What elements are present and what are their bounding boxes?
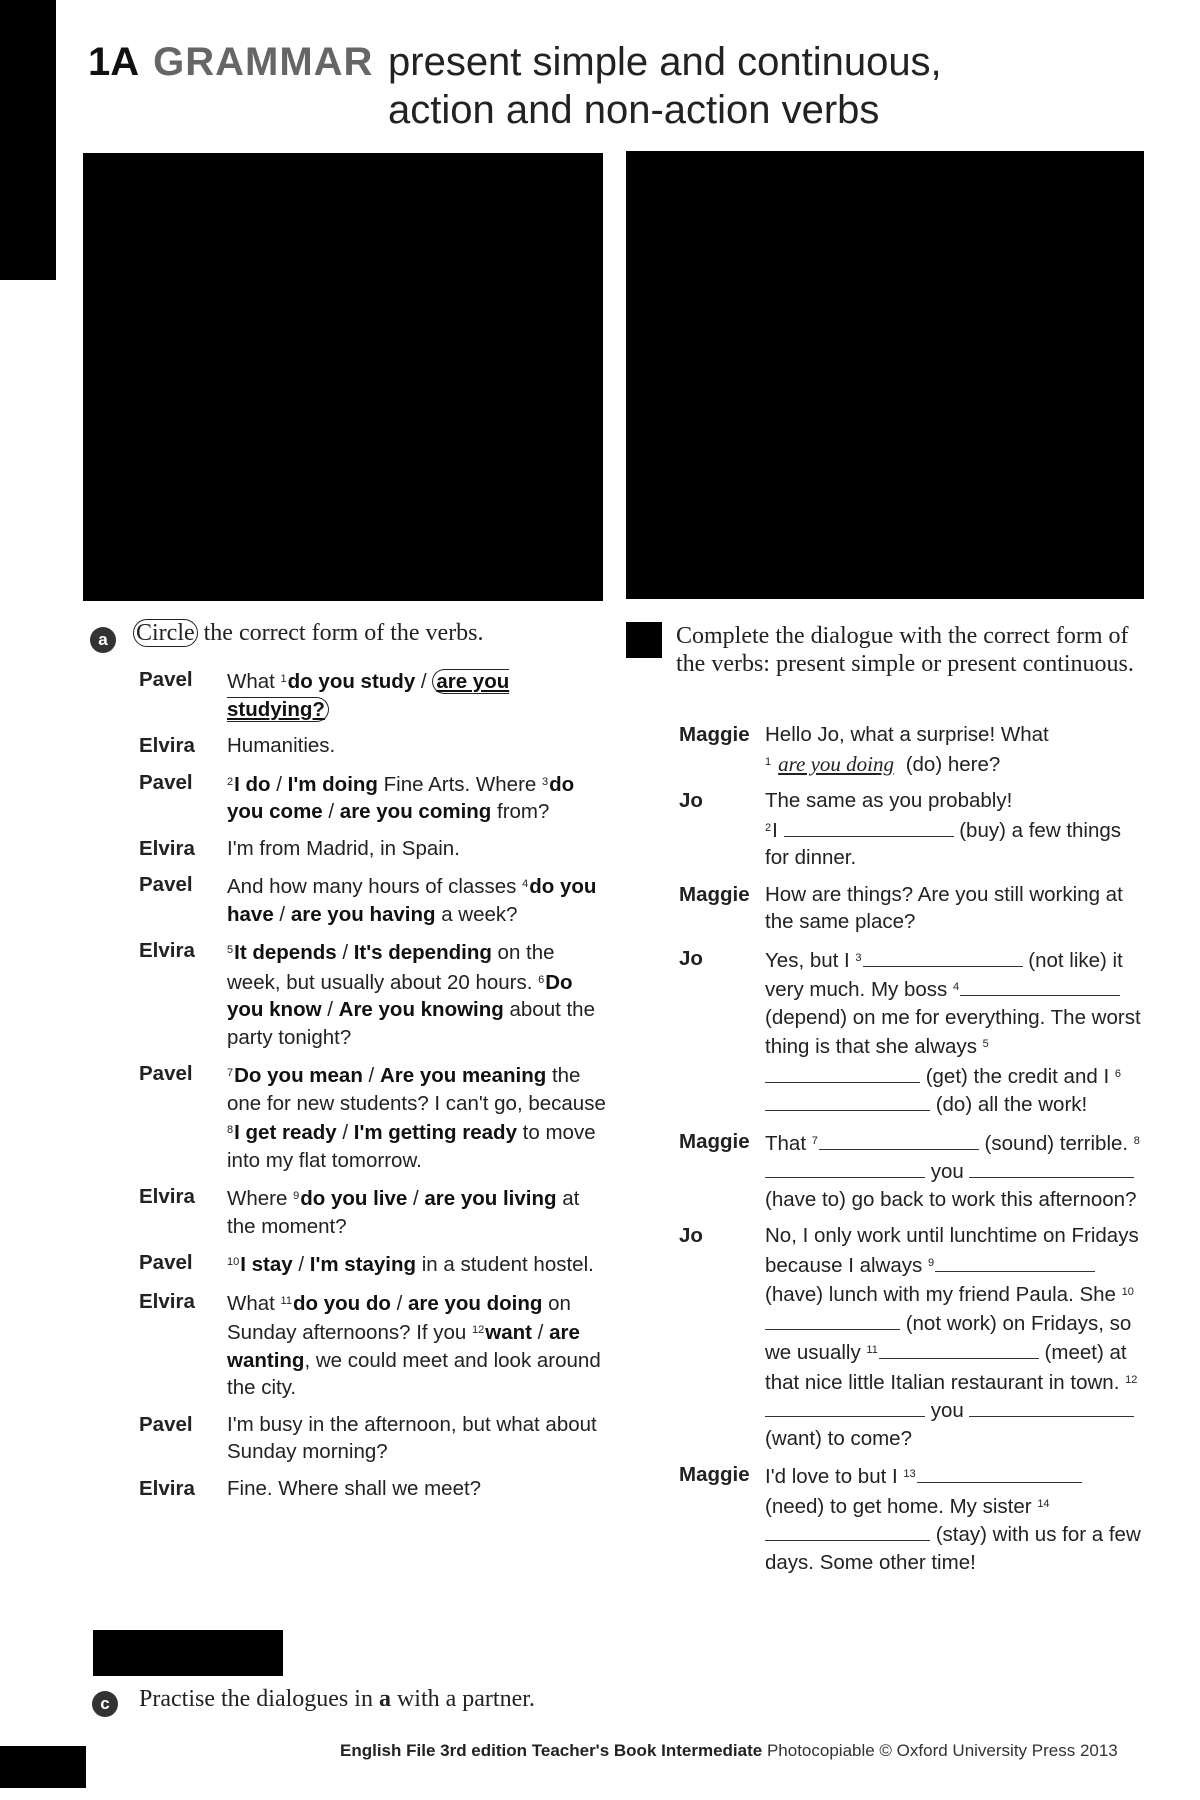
dialogue-text (765, 1128, 1141, 1214)
instruction-text: the correct form of the verbs. (203, 620, 484, 646)
instruction-text: with a partner. (390, 1686, 535, 1712)
text-segment: (not like) it very much. My boss (765, 948, 1123, 1001)
text-segment: you (925, 1160, 970, 1183)
text-segment: / (292, 1253, 310, 1276)
dialogue-text (227, 937, 609, 1051)
text-segment: (sound) terrible. (978, 1131, 1134, 1155)
verb-option: are you having (290, 902, 436, 926)
answer-blank (765, 1309, 900, 1330)
text-segment: the one for new students? I can't go, because (227, 1064, 606, 1115)
dialogue-line (139, 835, 609, 863)
speaker-name: Elvira (139, 1185, 195, 1208)
text-segment: (stay) with us for a few days. Some other time! (765, 1523, 1141, 1574)
item-number: 2 (227, 775, 234, 788)
dialogue-line (679, 881, 1141, 936)
text-segment: I (772, 818, 784, 842)
verb-option: are you coming (339, 800, 492, 823)
speaker-name: Jo (679, 946, 703, 970)
text-segment: I'm from Madrid, in Spain. (227, 836, 460, 860)
speaker-name: Elvira (139, 1289, 195, 1313)
verb-option: do you have (227, 875, 597, 926)
exercise-c-instruction (139, 1686, 535, 1713)
footer-copyright: Photocopiable © Oxford University Press 2013 (766, 1741, 1118, 1760)
answer-blank (765, 1396, 925, 1417)
speaker-name: Pavel (139, 873, 193, 896)
topic-line: present simple and continuous, (388, 40, 942, 84)
dialogue-text (765, 1461, 1141, 1576)
dialogue-text (765, 881, 1141, 936)
dialogue-text (227, 1475, 609, 1503)
dialogue-line (139, 871, 609, 928)
text-segment: How are things? Are you still working at the same place? (765, 882, 1123, 933)
dialogue-line (139, 1060, 609, 1174)
text-segment: Where (227, 1187, 294, 1210)
text-segment: , we could meet and look around the city. (227, 1348, 601, 1399)
dialogue-line (139, 937, 609, 1051)
text-segment: / (531, 1321, 550, 1344)
text-segment: / (415, 670, 433, 693)
topic-title (388, 38, 942, 134)
verb-option: do you do (292, 1291, 391, 1315)
dialogue-a (139, 666, 609, 1511)
item-number: 7 (227, 1067, 234, 1079)
dialogue-b (679, 721, 1141, 1585)
item-number: 4 (952, 981, 960, 993)
dialogue-text (765, 945, 1141, 1119)
instruction-text: Practise the dialogues in (139, 1686, 379, 1712)
redacted-edge-block (0, 1746, 86, 1788)
item-number: 3 (542, 775, 549, 788)
speaker-name: Jo (679, 1224, 703, 1247)
item-number: 11 (866, 1344, 878, 1356)
text-segment: from? (491, 800, 550, 823)
text-segment: (have to) go back to work this afternoon? (765, 1187, 1137, 1211)
text-segment: (want) to come? (765, 1426, 912, 1450)
exercise-a-instruction (133, 620, 484, 647)
item-number: 1 (280, 673, 287, 685)
item-number: 9 (293, 1190, 300, 1202)
text-segment: at the moment? (227, 1187, 580, 1238)
exercise-a-badge: a (90, 627, 116, 653)
text-segment: What (227, 1291, 281, 1315)
item-number: 9 (927, 1256, 935, 1269)
answer-blank (917, 1462, 1082, 1483)
answer-blank (765, 1520, 930, 1541)
item-number: 5 (227, 944, 234, 956)
speaker-name: Elvira (139, 734, 195, 757)
dialogue-line (679, 1461, 1141, 1576)
item-number: 10 (1121, 1286, 1134, 1298)
item-number: 10 (227, 1256, 240, 1268)
text-segment: The same as you probably! (765, 789, 1013, 812)
text-segment: I'm busy in the afternoon, but what about Sunday morning? (227, 1412, 597, 1463)
dialogue-text (227, 666, 609, 723)
text-segment: (do) here? (900, 752, 1001, 776)
verb-option: do you live (300, 1187, 408, 1210)
item-number: 6 (1114, 1067, 1121, 1080)
dialogue-line (679, 1128, 1141, 1214)
dialogue-line (139, 732, 609, 760)
speaker-name: Maggie (679, 723, 750, 746)
item-number: 3 (855, 951, 862, 964)
text-segment: I'd love to but I (765, 1465, 904, 1488)
answer-blank (879, 1338, 1039, 1359)
speaker-name: Elvira (139, 939, 195, 962)
answer-blank (784, 816, 954, 837)
text-segment: (meet) at that nice little Italian restaurant in town. (765, 1341, 1127, 1394)
dialogue-text (227, 1411, 609, 1466)
dialogue-text (765, 787, 1141, 872)
dialogue-text (227, 1060, 609, 1174)
text-segment: (need) to get home. My sister (765, 1494, 1038, 1518)
item-number: 11 (280, 1294, 292, 1307)
page-title (88, 38, 942, 132)
exercise-b-instruction: Complete the dialogue with the correct form of the verbs: present simple or present continuous. (676, 623, 1134, 677)
text-segment: Yes, but I (765, 948, 856, 972)
speaker-name: Elvira (139, 1476, 195, 1500)
verb-option: do you study (287, 670, 416, 693)
text-segment: to move into my flat tomorrow. (227, 1121, 596, 1172)
text-segment: / (390, 1291, 408, 1315)
item-number: 6 (538, 973, 545, 986)
verb-option: I get ready (234, 1121, 337, 1144)
dialogue-text (227, 769, 609, 826)
text-segment: in a student hostel. (416, 1253, 594, 1276)
verb-option: I do (234, 772, 271, 796)
verb-option: I'm getting ready (353, 1121, 517, 1144)
speaker-name: Jo (679, 789, 703, 812)
answer-blank (765, 1157, 925, 1178)
verb-option: are you doing (408, 1291, 543, 1315)
answer-blank (819, 1129, 979, 1150)
answer-blank (969, 1157, 1134, 1178)
text-segment: / (336, 1121, 354, 1144)
text-segment: That (765, 1131, 812, 1155)
item-number: 12 (1125, 1373, 1138, 1386)
footer-book-title: English File 3rd edition Teacher's Book Intermediate (340, 1741, 763, 1760)
text-segment: What (227, 670, 281, 693)
speaker-name: Elvira (139, 836, 195, 860)
section-label: GRAMMAR (153, 40, 374, 84)
text-segment: Humanities. (227, 734, 336, 757)
text-segment: Fine Arts. Where (377, 772, 542, 796)
item-number: 4 (522, 878, 529, 890)
item-number: 1 (765, 755, 772, 768)
verb-option: want (485, 1321, 532, 1344)
text-segment: / (362, 1064, 380, 1087)
verb-option: Do you mean (234, 1064, 363, 1087)
speaker-name: Maggie (679, 882, 750, 906)
dialogue-line (139, 769, 609, 826)
verb-option: Are you knowing (338, 998, 504, 1021)
circled-answer: are you studying? (227, 670, 510, 721)
dialogue-line (679, 787, 1141, 872)
verb-option: Are you meaning (379, 1064, 547, 1087)
answer-blank (935, 1251, 1095, 1272)
dialogue-text (765, 1222, 1141, 1452)
answer-blank (765, 1062, 920, 1083)
text-segment: / (407, 1187, 425, 1210)
redacted-illustration-right (626, 151, 1144, 599)
item-number: 7 (811, 1134, 818, 1147)
circle-word: Circle (133, 619, 198, 647)
dialogue-line (679, 1222, 1141, 1452)
verb-option: are you living (424, 1187, 557, 1210)
item-number: 5 (982, 1038, 989, 1050)
item-number: 2 (765, 821, 772, 834)
text-segment: / (270, 772, 288, 796)
text-segment: Fine. Where shall we meet? (227, 1476, 482, 1500)
verb-option: It depends (234, 941, 337, 964)
redacted-edge-block (0, 0, 56, 280)
dialogue-line (139, 1183, 609, 1240)
dialogue-line (139, 666, 609, 723)
dialogue-line (679, 721, 1141, 778)
answer-blank (969, 1396, 1134, 1417)
item-number: 8 (1133, 1134, 1140, 1147)
speaker-name: Maggie (679, 1129, 750, 1153)
text-segment: (buy) a few things for dinner. (765, 818, 1122, 869)
answer-blank (863, 946, 1023, 967)
verb-option: It's depending (353, 941, 492, 964)
text-segment: / (273, 902, 291, 926)
text-segment: (get) the credit and I (920, 1064, 1115, 1088)
text-segment: / (322, 800, 340, 823)
text-segment: (not work) on Fridays, so we usually (765, 1311, 1132, 1364)
dialogue-text (227, 871, 609, 928)
speaker-name: Pavel (139, 1412, 193, 1436)
verb-option: Do you know (227, 970, 573, 1021)
text-segment: about the party tonight? (227, 998, 595, 1049)
exercise-b-badge (626, 622, 662, 658)
text-segment: (do) all the work! (930, 1093, 1088, 1116)
verb-option: I stay (240, 1253, 293, 1276)
speaker-name: Maggie (679, 1463, 750, 1486)
speaker-name: Pavel (139, 668, 193, 691)
text-segment: on Sunday afternoons? If you (227, 1291, 571, 1344)
text-segment: And how many hours of classes (227, 875, 523, 898)
text-segment: No, I only work until lunchtime on Fridays because I always (765, 1224, 1139, 1277)
redacted-illustration-left (83, 153, 603, 601)
item-number: 8 (227, 1124, 234, 1136)
speaker-name: Pavel (139, 1251, 193, 1274)
text-segment: (have) lunch with my friend Paula. She (765, 1283, 1122, 1306)
unit-number: 1A (88, 40, 140, 84)
answer-blank (765, 1090, 930, 1111)
topic-line: action and non-action verbs (388, 88, 880, 132)
dialogue-line (139, 1475, 609, 1503)
text-segment: you (925, 1399, 970, 1422)
footer (340, 1741, 1118, 1761)
speaker-name: Pavel (139, 770, 193, 794)
dialogue-line (139, 1249, 609, 1279)
verb-option: I'm doing (287, 772, 378, 796)
text-segment: on the week, but usually about 20 hours. (227, 941, 555, 994)
example-answer: are you doing (778, 751, 894, 776)
text-segment: / (321, 998, 339, 1021)
item-number: 14 (1037, 1497, 1050, 1510)
redacted-exercise-b-label (93, 1630, 283, 1676)
dialogue-text (765, 721, 1141, 778)
dialogue-text (227, 1249, 609, 1279)
dialogue-line (679, 945, 1141, 1119)
dialogue-text (227, 1183, 609, 1240)
answer-blank (960, 975, 1120, 996)
exercise-c-badge: c (92, 1691, 118, 1717)
instruction-bold: a (378, 1686, 391, 1712)
dialogue-text (227, 835, 609, 863)
dialogue-text (227, 732, 609, 760)
text-segment: a week? (435, 902, 518, 926)
verb-option: do you come (227, 772, 575, 823)
verb-option: are wanting (227, 1321, 580, 1372)
dialogue-text (227, 1288, 609, 1402)
dialogue-line (139, 1411, 609, 1466)
dialogue-line (139, 1288, 609, 1402)
text-segment: / (336, 941, 354, 964)
verb-option: I'm staying (309, 1253, 417, 1276)
text-segment: Hello Jo, what a surprise! What (765, 723, 1049, 746)
item-number: 12 (472, 1324, 485, 1336)
speaker-name: Pavel (139, 1062, 193, 1085)
text-segment: (depend) on me for everything. The worst thing is that she always (765, 1005, 1141, 1058)
item-number: 13 (903, 1468, 916, 1480)
